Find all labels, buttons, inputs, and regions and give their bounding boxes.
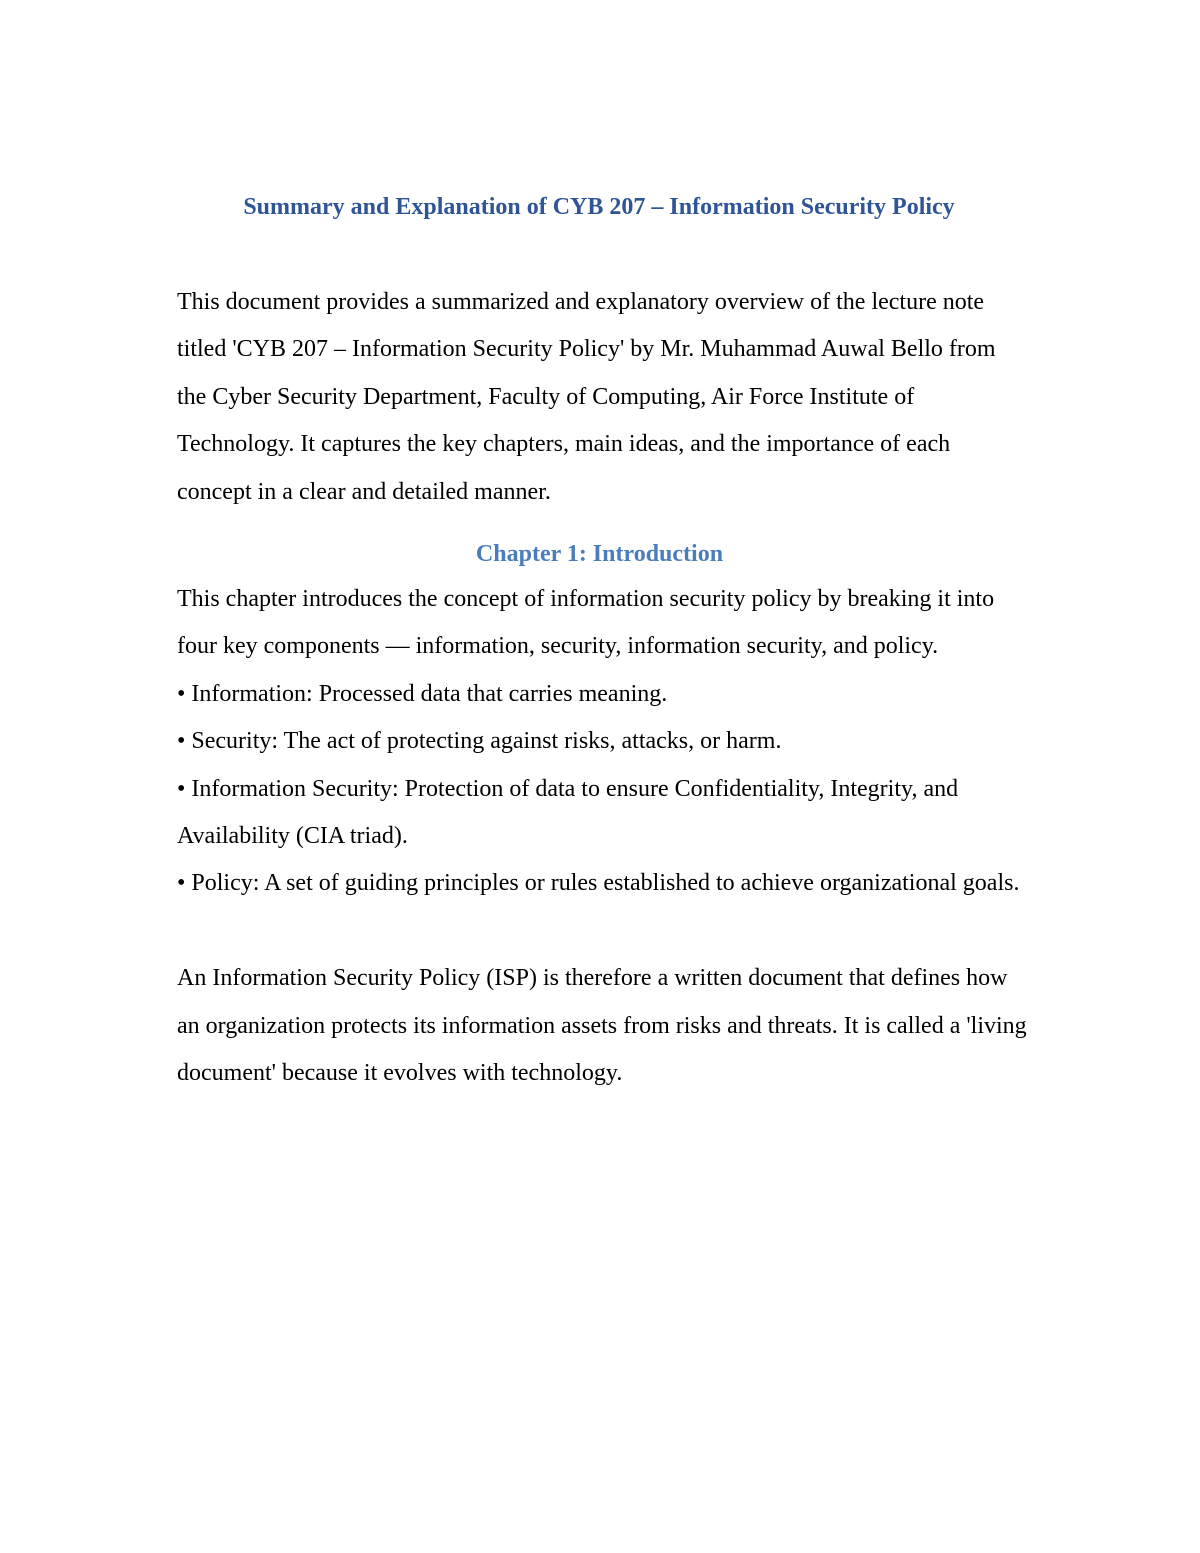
document-title: Summary and Explanation of CYB 207 – Information Security Policy [243, 194, 955, 220]
bullet-policy: • Policy: A set of guiding principles or rules established to achieve organizational goals. [177, 870, 1020, 897]
spacer [177, 229, 1027, 279]
bullet-information: • Information: Processed data that carries meaning. [177, 680, 668, 707]
bullet-information-security: • Information Security: Protection of data to ensure Confidentiality, Integrity, and Availability (CIA triad). [177, 775, 959, 850]
intro-paragraph: This document provides a summarized and explanatory overview of the lecture note titled 'CYB 207 – Information Security Policy' by Mr. Muhammad Auwal Bello from the Cyber Security Department, Faculty of Computing, Air Force Institute of Technology. It captures the key chapters, main ideas, and the importance of each concept in a clear and detailed manner. [177, 289, 996, 505]
chapter-1-heading: Chapter 1: Introduction [475, 541, 724, 568]
bullet-security: • Security: The act of protecting against risks, attacks, or harm. [177, 728, 782, 755]
chapter-1-body: This chapter introduces the concept of information security policy by breaking it into four key components — information, security, information security, and policy. [177, 586, 995, 660]
page-content [177, 185, 1027, 1097]
isp-paragraph: An Information Security Policy (ISP) is therefore a written document that defines how an organization protects its information assets from risks and threats. It is called a 'living document' because it evolves with technology. [177, 965, 1027, 1087]
spacer [177, 908, 1027, 955]
